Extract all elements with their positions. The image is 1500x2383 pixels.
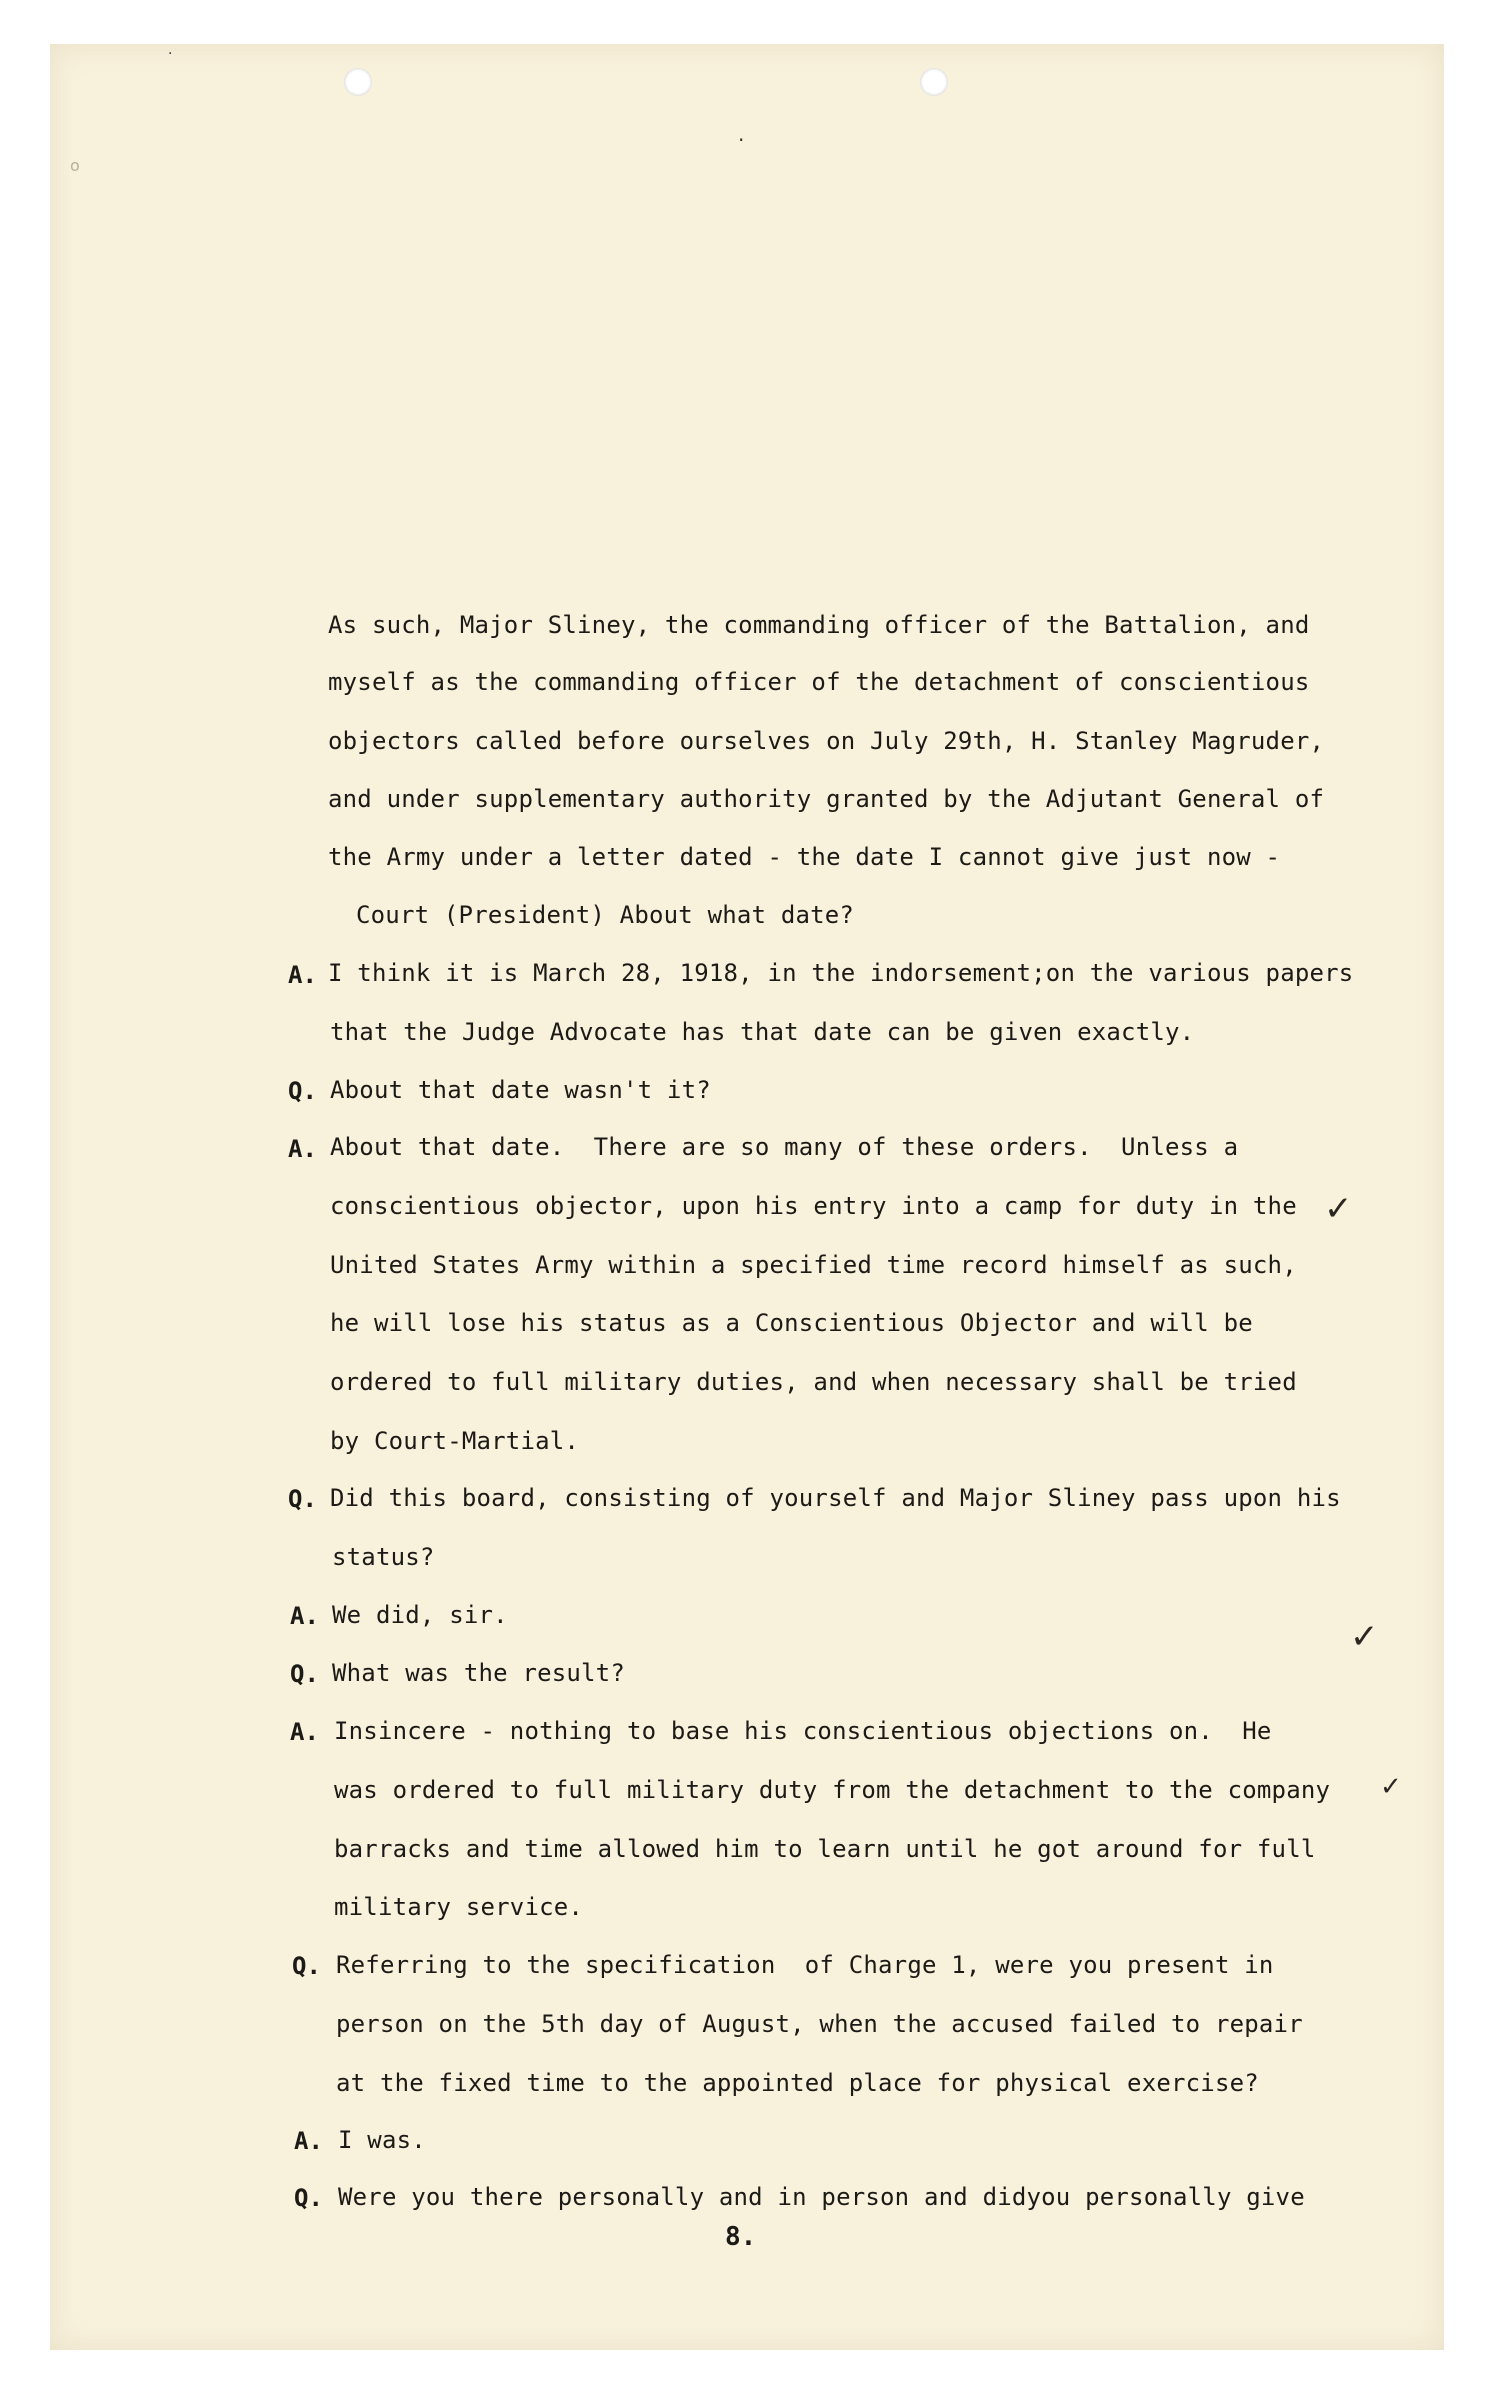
check-mark-icon: ✓ [1350, 1617, 1379, 1657]
question-label: Q. [288, 1077, 317, 1105]
transcript-line: About that date wasn't it? [330, 1076, 711, 1104]
transcript-line: and under supplementary authority granted by the Adjutant General of [328, 785, 1325, 813]
transcript-line: ordered to full military duties, and when necessary shall be tried [330, 1368, 1297, 1396]
transcript-line: What was the result? [332, 1659, 625, 1687]
question-label: Q. [294, 2184, 323, 2212]
punch-hole-right [920, 68, 948, 96]
transcript-line: at the fixed time to the appointed place for physical exercise? [336, 2069, 1259, 2097]
transcript-line: Did this board, consisting of yourself and Major Sliney pass upon his [330, 1484, 1341, 1512]
check-mark-icon: ✓ [1380, 1772, 1402, 1802]
page-number: 8. [725, 2222, 757, 2252]
transcript-line: I think it is March 28, 1918, in the indorsement;on the various papers [328, 959, 1354, 987]
transcript-line: Were you there personally and in person and didyou personally give [338, 2183, 1305, 2211]
answer-label: A. [290, 1602, 319, 1630]
transcript-line: person on the 5th day of August, when the accused failed to repair [336, 2010, 1303, 2038]
transcript-line: he will lose his status as a Conscientious Objector and will be [330, 1309, 1253, 1337]
transcript-line: status? [332, 1543, 435, 1571]
transcript-line: barracks and time allowed him to learn until he got around for full [334, 1835, 1316, 1863]
check-mark-icon: ✓ [1324, 1189, 1353, 1229]
answer-label: A. [288, 1135, 317, 1163]
transcript-line: was ordered to full military duty from the detachment to the company [334, 1776, 1331, 1804]
question-label: Q. [290, 1660, 319, 1688]
transcript-line: About that date. There are so many of these orders. Unless a [330, 1133, 1239, 1161]
question-label: Q. [288, 1485, 317, 1513]
transcript-line: military service. [334, 1893, 584, 1921]
transcript-line: by Court-Martial. [330, 1427, 580, 1455]
transcript-line: Court (President) About what date? [356, 901, 855, 929]
answer-label: A. [288, 961, 317, 989]
transcript-line: objectors called before ourselves on July 29th, H. Stanley Magruder, [328, 727, 1325, 755]
top-dot-mark: · [738, 128, 745, 152]
pencil-circle-mark: o [70, 156, 80, 175]
transcript-line: I was. [338, 2126, 426, 2154]
transcript-line: Referring to the specification of Charge 1, were you present in [336, 1951, 1274, 1979]
transcript-line: As such, Major Sliney, the commanding officer of the Battalion, and [328, 611, 1310, 639]
transcript-line: United States Army within a specified time record himself as such, [330, 1251, 1297, 1279]
transcript-line: We did, sir. [332, 1601, 508, 1629]
transcript-line: the Army under a letter dated - the date I cannot give just now - [328, 843, 1281, 871]
question-label: Q. [292, 1952, 321, 1980]
corner-tick-mark: · [168, 46, 173, 62]
transcript-line: that the Judge Advocate has that date can be given exactly. [330, 1018, 1195, 1046]
transcript-line: myself as the commanding officer of the detachment of conscientious [328, 668, 1310, 696]
answer-label: A. [294, 2127, 323, 2155]
answer-label: A. [290, 1718, 319, 1746]
transcript-line: conscientious objector, upon his entry into a camp for duty in the [330, 1192, 1297, 1220]
punch-hole-left [344, 68, 372, 96]
transcript-line: Insincere - nothing to base his conscientious objections on. He [334, 1717, 1272, 1745]
